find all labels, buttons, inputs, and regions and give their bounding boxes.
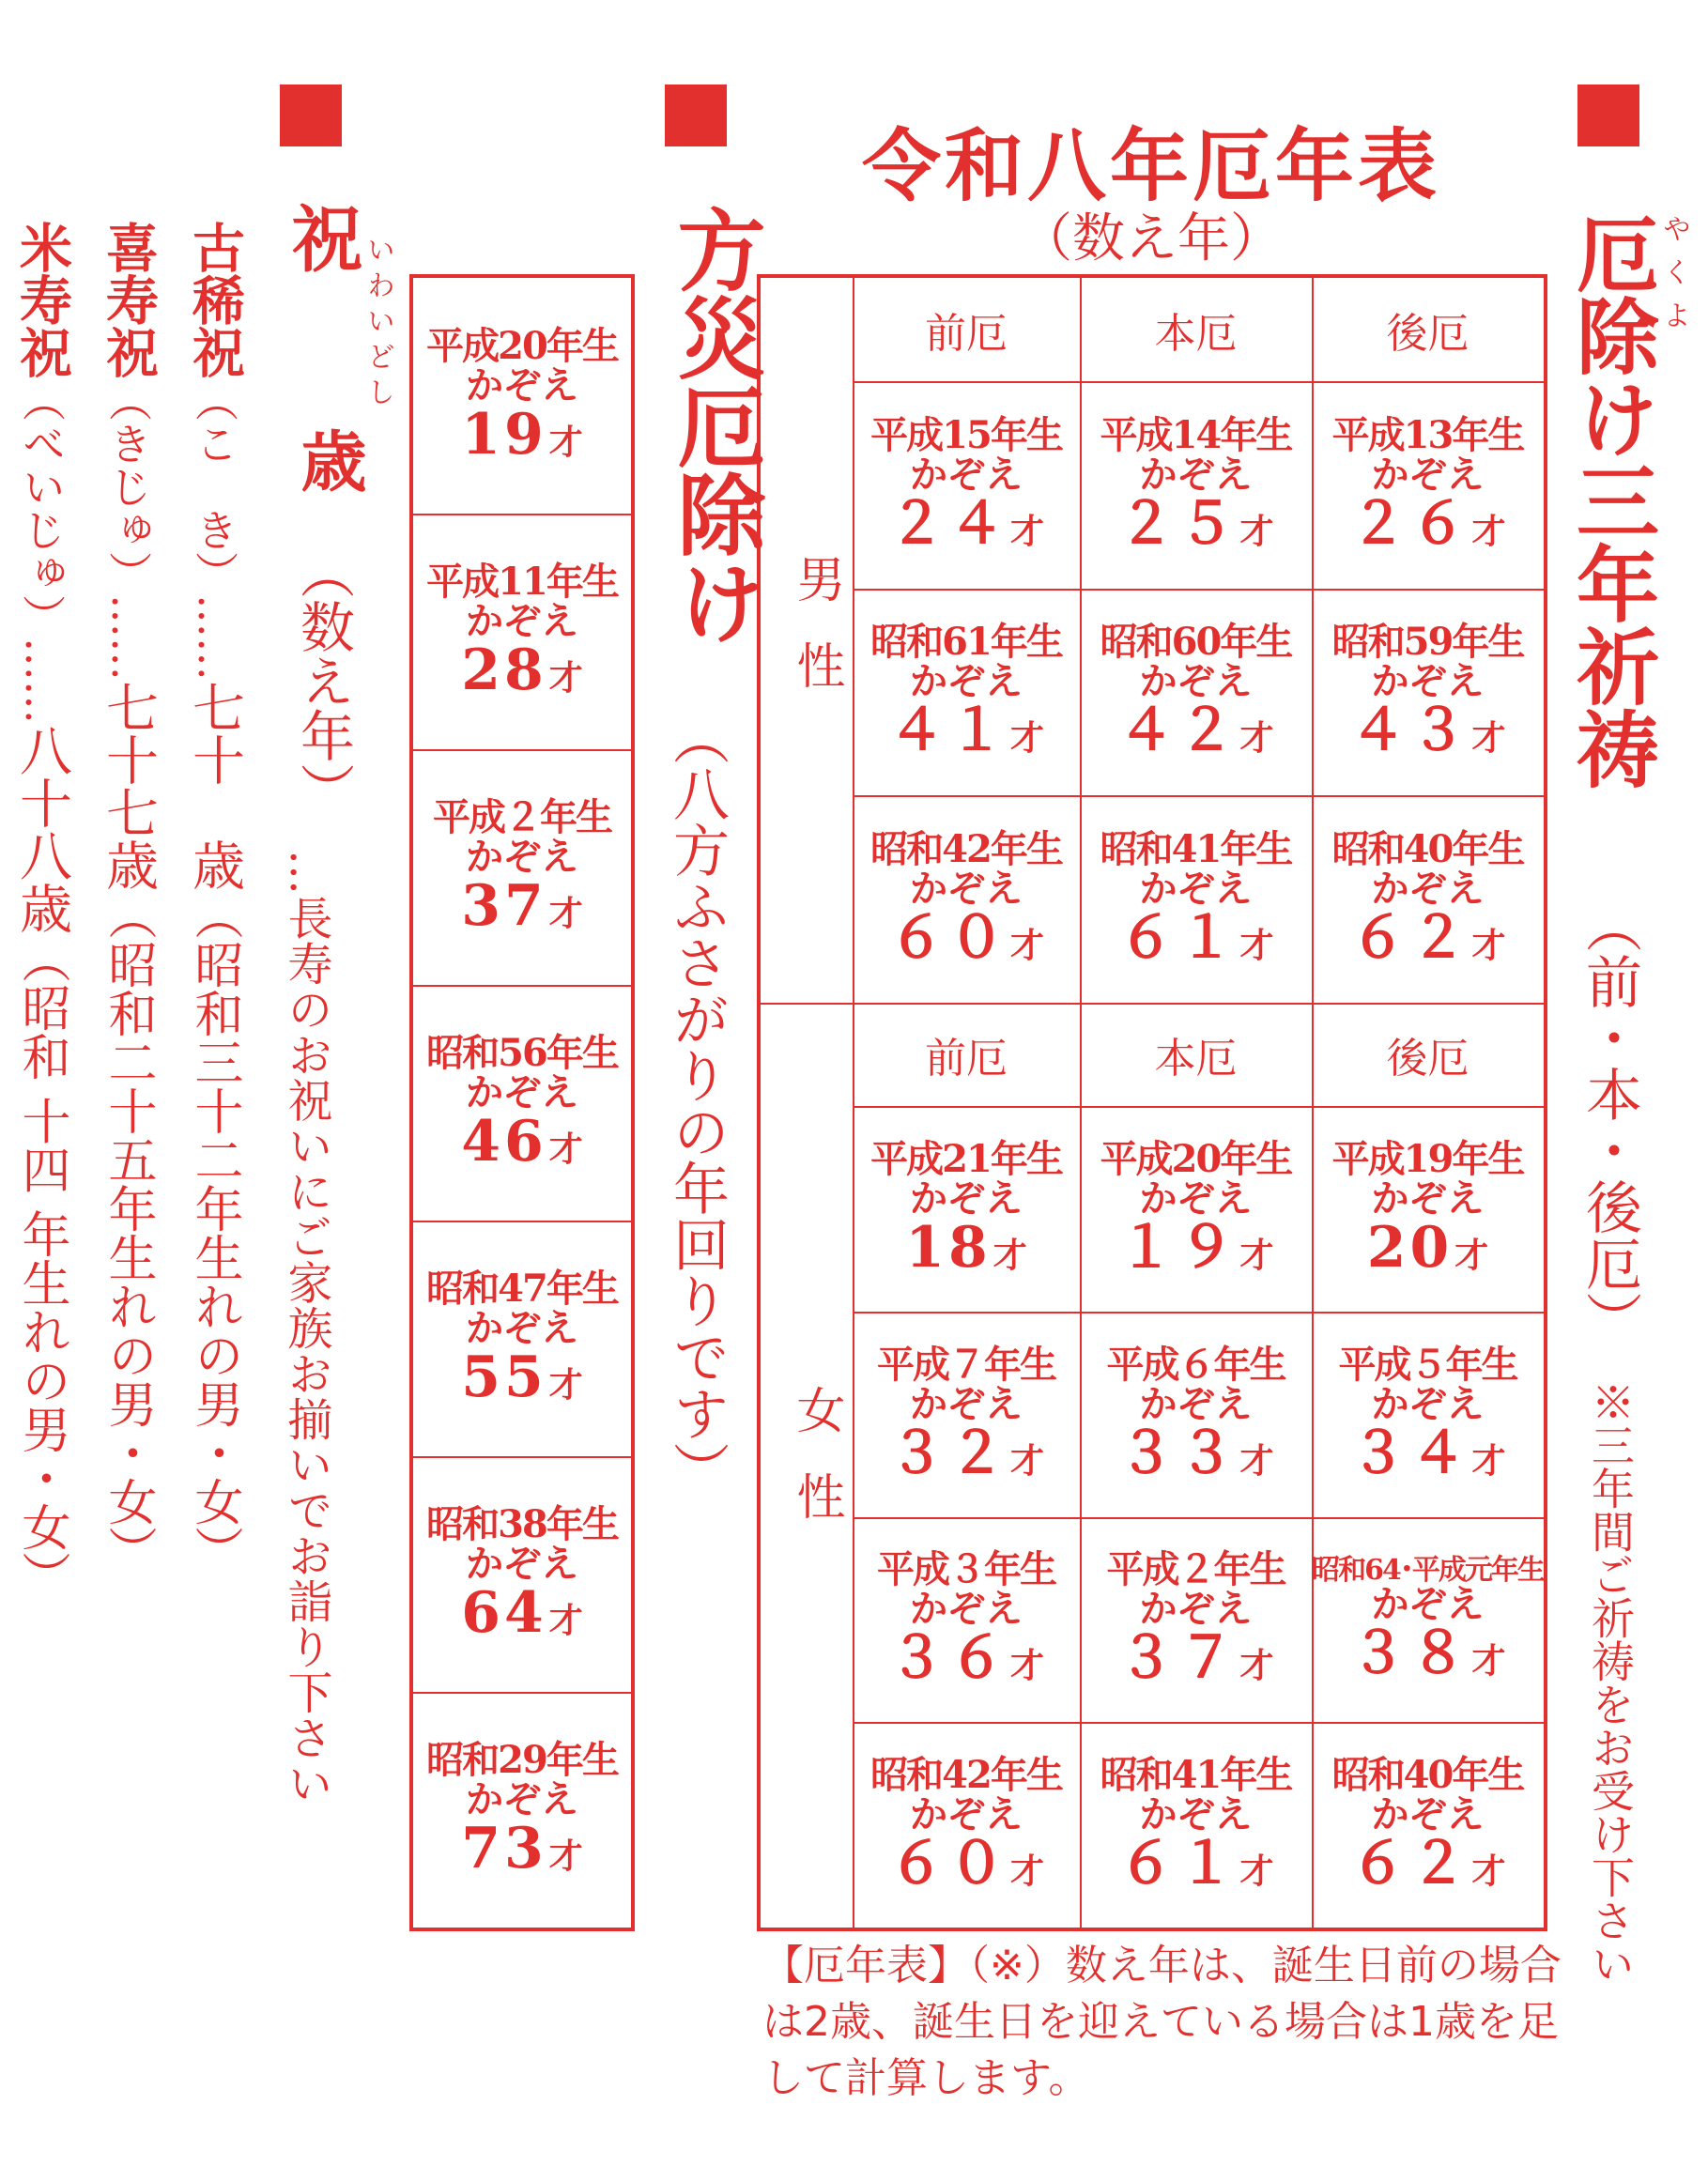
age-cell bbox=[1312, 1106, 1544, 1312]
age-unit: 才 bbox=[1009, 926, 1044, 966]
kazoe-label: かぞえ bbox=[1371, 1582, 1485, 1627]
kazoe-label: かぞえ bbox=[1371, 1792, 1485, 1837]
kazoe-label: かぞえ bbox=[1139, 1381, 1253, 1426]
age-unit: 才 bbox=[1009, 1440, 1044, 1481]
birth-year: 平成11年生 bbox=[426, 560, 618, 604]
age-value bbox=[461, 402, 583, 468]
housai-subtitle: （八方ふさがりの年回りです） bbox=[664, 709, 730, 1498]
column-header: 本厄 bbox=[1154, 1035, 1238, 1083]
beiju-age: 八十八歳 bbox=[11, 724, 72, 934]
age-unit: 才 bbox=[548, 422, 583, 462]
male-label: 男性 bbox=[788, 554, 844, 727]
age-number: 46 bbox=[461, 1109, 547, 1175]
age-unit: 才 bbox=[1239, 1235, 1274, 1275]
birth-year: 昭和42年生 bbox=[870, 827, 1062, 872]
iwai-row-divider bbox=[413, 985, 631, 987]
birth-year: 昭和29年生 bbox=[426, 1738, 618, 1782]
age-number: 19 bbox=[461, 402, 547, 468]
age-number: ６０ bbox=[887, 905, 1008, 972]
marker-square-yakuyoke bbox=[1577, 84, 1639, 146]
age-value bbox=[461, 1816, 583, 1882]
birth-year: 平成６年生 bbox=[1106, 1342, 1285, 1387]
iwai-row-divider bbox=[413, 514, 631, 515]
koki-born: （昭和三十二年生れの男・女） bbox=[186, 891, 242, 1575]
birth-year: 平成13年生 bbox=[1331, 412, 1524, 457]
kazoe-label: かぞえ bbox=[1371, 1381, 1485, 1426]
age-value bbox=[1349, 905, 1506, 972]
kazoe-label: かぞえ bbox=[910, 867, 1023, 912]
age-unit: 才 bbox=[1239, 1851, 1274, 1892]
kazoe-label: かぞえ bbox=[466, 599, 578, 643]
birth-year: 昭和41年生 bbox=[1100, 827, 1292, 872]
beiju-reading: （べいじゅ） bbox=[16, 378, 67, 638]
age-value bbox=[1117, 1214, 1274, 1281]
age-cell bbox=[1080, 795, 1312, 1003]
age-unit: 才 bbox=[1009, 511, 1044, 551]
birth-year: 平成２年生 bbox=[433, 795, 611, 839]
kazoe-label: かぞえ bbox=[466, 1777, 578, 1821]
column-header: 後厄 bbox=[1386, 1035, 1469, 1083]
column-header: 後厄 bbox=[1386, 310, 1469, 358]
age-value bbox=[461, 1580, 583, 1646]
age-value bbox=[905, 1214, 1027, 1281]
age-number: ６１ bbox=[1117, 1831, 1239, 1897]
age-number: １９ bbox=[1117, 1214, 1239, 1281]
age-cell bbox=[853, 589, 1080, 796]
kazoe-label: かぞえ bbox=[1371, 867, 1485, 912]
age-number: ６１ bbox=[1117, 905, 1239, 972]
age-value bbox=[887, 698, 1044, 764]
age-cell bbox=[413, 514, 631, 749]
marker-square-iwai bbox=[280, 84, 342, 146]
kiju-born: （昭和二十五年生れの男・女） bbox=[100, 891, 156, 1575]
iwai-sub: （数え年） bbox=[291, 545, 355, 817]
age-value bbox=[1117, 1625, 1274, 1692]
birth-year: 昭和56年生 bbox=[426, 1031, 618, 1075]
iwai-ruby: いわいどし bbox=[362, 235, 394, 413]
age-cell bbox=[413, 1456, 631, 1692]
kazoe-label: かぞえ bbox=[1139, 452, 1253, 497]
age-unit: 才 bbox=[1239, 718, 1274, 759]
age-unit: 才 bbox=[1239, 511, 1274, 551]
age-cell bbox=[1080, 1312, 1312, 1517]
age-value bbox=[887, 490, 1044, 557]
age-number: 37 bbox=[461, 873, 547, 939]
birth-year: 平成７年生 bbox=[877, 1342, 1055, 1387]
birth-year: 平成14年生 bbox=[1100, 412, 1292, 457]
birth-year: 昭和38年生 bbox=[426, 1502, 618, 1546]
kazoe-label: かぞえ bbox=[910, 1792, 1023, 1837]
kiju-leader: …… bbox=[102, 594, 153, 681]
age-cell bbox=[853, 1722, 1080, 1928]
kazoe-label: かぞえ bbox=[910, 1175, 1023, 1221]
age-cell bbox=[413, 1221, 631, 1456]
age-value bbox=[1117, 1420, 1274, 1486]
birth-year: 昭和60年生 bbox=[1100, 620, 1292, 665]
kiju-age: 七十七歳 bbox=[98, 681, 159, 891]
birth-year: 昭和61年生 bbox=[870, 620, 1062, 665]
age-value bbox=[887, 1420, 1044, 1486]
birth-year: 昭和42年生 bbox=[870, 1753, 1062, 1798]
age-number: 73 bbox=[461, 1816, 547, 1882]
age-value bbox=[461, 873, 583, 939]
age-number: ３４ bbox=[1349, 1420, 1470, 1486]
kiju-reading: （きじゅ） bbox=[102, 378, 153, 594]
kazoe-label: かぞえ bbox=[1139, 1175, 1253, 1221]
age-cell bbox=[1312, 1312, 1544, 1517]
age-value bbox=[1349, 1621, 1506, 1687]
age-unit: 才 bbox=[548, 1365, 583, 1405]
iwai-heading-2: 歳 bbox=[290, 427, 367, 493]
yakudoshi-note: 【厄年表】（※）数え年は、誕生日前の場合は2歳、誕生日を迎えている場合は1歳を足して計算します。 bbox=[762, 1942, 1562, 2102]
marker-square-housai bbox=[665, 84, 727, 146]
kazoe-label: かぞえ bbox=[910, 659, 1023, 704]
kazoe-label: かぞえ bbox=[1139, 1792, 1253, 1837]
age-unit: 才 bbox=[1471, 718, 1506, 759]
column-header: 前厄 bbox=[925, 1035, 1008, 1083]
age-value bbox=[461, 1344, 583, 1410]
kazoe-label: かぞえ bbox=[466, 1306, 578, 1350]
age-unit: 才 bbox=[1239, 926, 1274, 966]
koki-name: 古稀祝 bbox=[184, 221, 245, 378]
birth-year: 平成２年生 bbox=[1106, 1547, 1285, 1592]
age-value bbox=[461, 1109, 583, 1175]
birth-year: 昭和59年生 bbox=[1331, 620, 1524, 665]
age-number: ３２ bbox=[887, 1420, 1008, 1486]
yakuyoke-subtitle: （前・本・後厄） bbox=[1577, 897, 1642, 1347]
age-value bbox=[1117, 1831, 1274, 1897]
age-cell bbox=[1312, 381, 1544, 589]
kazoe-label: かぞえ bbox=[910, 452, 1023, 497]
iwai-row-divider bbox=[413, 1456, 631, 1458]
birth-year: 昭和40年生 bbox=[1331, 1753, 1524, 1798]
age-cell bbox=[413, 749, 631, 985]
age-number: ３３ bbox=[1117, 1420, 1239, 1486]
age-cell bbox=[1080, 589, 1312, 796]
kazoe-label: かぞえ bbox=[1371, 659, 1485, 704]
age-unit: 才 bbox=[548, 658, 583, 698]
age-number: 20 bbox=[1366, 1214, 1454, 1281]
yakuyoke-ruby: やくよ bbox=[1657, 214, 1690, 344]
age-cell bbox=[413, 278, 631, 514]
birth-year: 平成21年生 bbox=[870, 1136, 1062, 1181]
kazoe-label: かぞえ bbox=[910, 1587, 1023, 1632]
kazoe-label: かぞえ bbox=[910, 1381, 1023, 1426]
age-unit: 才 bbox=[548, 1836, 583, 1876]
age-unit: 才 bbox=[1239, 1646, 1274, 1686]
age-unit: 才 bbox=[1471, 1641, 1506, 1682]
kazoe-label: かぞえ bbox=[1371, 1175, 1485, 1221]
age-number: ４３ bbox=[1349, 698, 1470, 764]
kijuku-column-kiju bbox=[98, 221, 159, 1575]
age-unit: 才 bbox=[1239, 1440, 1274, 1481]
age-number: ４２ bbox=[1117, 698, 1239, 764]
age-number: ６２ bbox=[1349, 905, 1470, 972]
housai-title: 方災厄除け bbox=[662, 205, 764, 646]
age-cell bbox=[853, 1312, 1080, 1517]
age-value bbox=[887, 905, 1044, 972]
age-unit: 才 bbox=[548, 1601, 583, 1640]
age-number: 55 bbox=[461, 1344, 547, 1410]
age-unit: 才 bbox=[1009, 1851, 1044, 1892]
column-header: 前厄 bbox=[925, 310, 1008, 358]
age-number: 18 bbox=[905, 1214, 992, 1281]
beiju-name: 米寿祝 bbox=[11, 221, 72, 378]
kijuku-column-beiju bbox=[11, 221, 72, 1601]
age-number: 28 bbox=[461, 638, 547, 703]
koki-reading: （こ き） bbox=[189, 378, 239, 594]
yakuyoke-note: ※三年間ご祈祷をお受け下さい bbox=[1585, 1380, 1636, 1985]
age-value bbox=[1349, 1420, 1506, 1486]
age-cell bbox=[1080, 381, 1312, 589]
age-value bbox=[1366, 1214, 1489, 1281]
age-value bbox=[1117, 905, 1274, 972]
kazoe-label: かぞえ bbox=[466, 363, 578, 407]
age-value bbox=[1117, 490, 1274, 557]
age-unit: 才 bbox=[1471, 926, 1506, 966]
kazoe-label: かぞえ bbox=[1371, 452, 1485, 497]
age-cell bbox=[853, 1106, 1080, 1312]
iwai-row-divider bbox=[413, 1221, 631, 1222]
kiju-name: 喜寿祝 bbox=[98, 221, 159, 378]
age-number: ３８ bbox=[1349, 1621, 1470, 1687]
yakuyoke-title: 厄除け三年祈祷 bbox=[1563, 211, 1660, 790]
birth-year: 平成５年生 bbox=[1338, 1342, 1517, 1387]
age-unit: 才 bbox=[548, 1129, 583, 1169]
birth-year: 昭和40年生 bbox=[1331, 827, 1524, 872]
age-number: 64 bbox=[461, 1580, 547, 1646]
birth-year: 平成15年生 bbox=[870, 412, 1062, 457]
age-unit: 才 bbox=[1471, 1851, 1506, 1892]
age-unit: 才 bbox=[992, 1235, 1027, 1275]
age-cell bbox=[1312, 1517, 1544, 1723]
age-cell bbox=[1312, 589, 1544, 796]
iwai-description: …長寿のお祝いにご家族お揃いでお詣り下さい bbox=[280, 850, 332, 1806]
age-unit: 才 bbox=[548, 894, 583, 933]
kazoe-label: かぞえ bbox=[466, 835, 578, 879]
kazoe-label: かぞえ bbox=[1139, 867, 1253, 912]
age-number: ４１ bbox=[887, 698, 1008, 764]
age-value bbox=[887, 1625, 1044, 1692]
age-unit: 才 bbox=[1471, 1440, 1506, 1481]
birth-year: 平成３年生 bbox=[877, 1547, 1055, 1592]
age-value bbox=[461, 638, 583, 703]
age-number: ６０ bbox=[887, 1831, 1008, 1897]
age-number: ２６ bbox=[1349, 490, 1470, 557]
koki-leader: …… bbox=[189, 594, 239, 681]
iwai-heading: 祝 bbox=[280, 202, 363, 273]
age-number: ２５ bbox=[1117, 490, 1239, 557]
kazoe-label: かぞえ bbox=[1139, 1587, 1253, 1632]
age-unit: 才 bbox=[1009, 1646, 1044, 1686]
age-value bbox=[887, 1831, 1044, 1897]
koki-age: 七十 歳 bbox=[184, 681, 245, 891]
beiju-born: （昭和 十四 年生れの男・女） bbox=[13, 934, 69, 1601]
birth-year: 平成20年生 bbox=[1100, 1136, 1292, 1181]
kazoe-label: かぞえ bbox=[466, 1542, 578, 1586]
kazoe-label: かぞえ bbox=[1139, 659, 1253, 704]
birth-year: 平成19年生 bbox=[1331, 1136, 1524, 1181]
age-unit: 才 bbox=[1454, 1235, 1489, 1275]
beiju-leader: …… bbox=[16, 638, 67, 724]
iwai-row-divider bbox=[413, 749, 631, 751]
age-cell bbox=[853, 795, 1080, 1003]
column-header: 本厄 bbox=[1154, 310, 1238, 358]
age-number: ２４ bbox=[887, 490, 1008, 557]
age-value bbox=[1349, 490, 1506, 557]
age-cell bbox=[1080, 1517, 1312, 1723]
yakudoshi-title: 令和八年厄年表 bbox=[861, 120, 1440, 212]
age-cell bbox=[413, 985, 631, 1221]
age-cell bbox=[1080, 1106, 1312, 1312]
age-number: ６２ bbox=[1349, 1831, 1470, 1897]
birth-year: 昭和47年生 bbox=[426, 1267, 618, 1311]
age-value bbox=[1117, 698, 1274, 764]
age-number: ３６ bbox=[887, 1625, 1008, 1692]
age-cell bbox=[1080, 1722, 1312, 1928]
female-label: 女性 bbox=[788, 1385, 844, 1558]
age-cell bbox=[853, 1517, 1080, 1723]
birth-year: 昭和64･平成元年生 bbox=[1312, 1553, 1544, 1587]
age-unit: 才 bbox=[1009, 718, 1044, 759]
age-cell bbox=[1312, 795, 1544, 1003]
birth-year: 平成20年生 bbox=[426, 324, 618, 368]
iwai-row-divider bbox=[413, 1692, 631, 1694]
kazoe-label: かぞえ bbox=[466, 1070, 578, 1114]
age-value bbox=[1349, 1831, 1506, 1897]
age-unit: 才 bbox=[1471, 511, 1506, 551]
age-cell bbox=[853, 381, 1080, 589]
age-number: ３７ bbox=[1117, 1625, 1239, 1692]
kijuku-column-koki bbox=[184, 221, 245, 1575]
yakudoshi-subtitle: （数え年） bbox=[1020, 208, 1283, 269]
age-cell bbox=[413, 1692, 631, 1928]
age-value bbox=[1349, 698, 1506, 764]
birth-year: 昭和41年生 bbox=[1100, 1753, 1292, 1798]
age-cell bbox=[1312, 1722, 1544, 1928]
